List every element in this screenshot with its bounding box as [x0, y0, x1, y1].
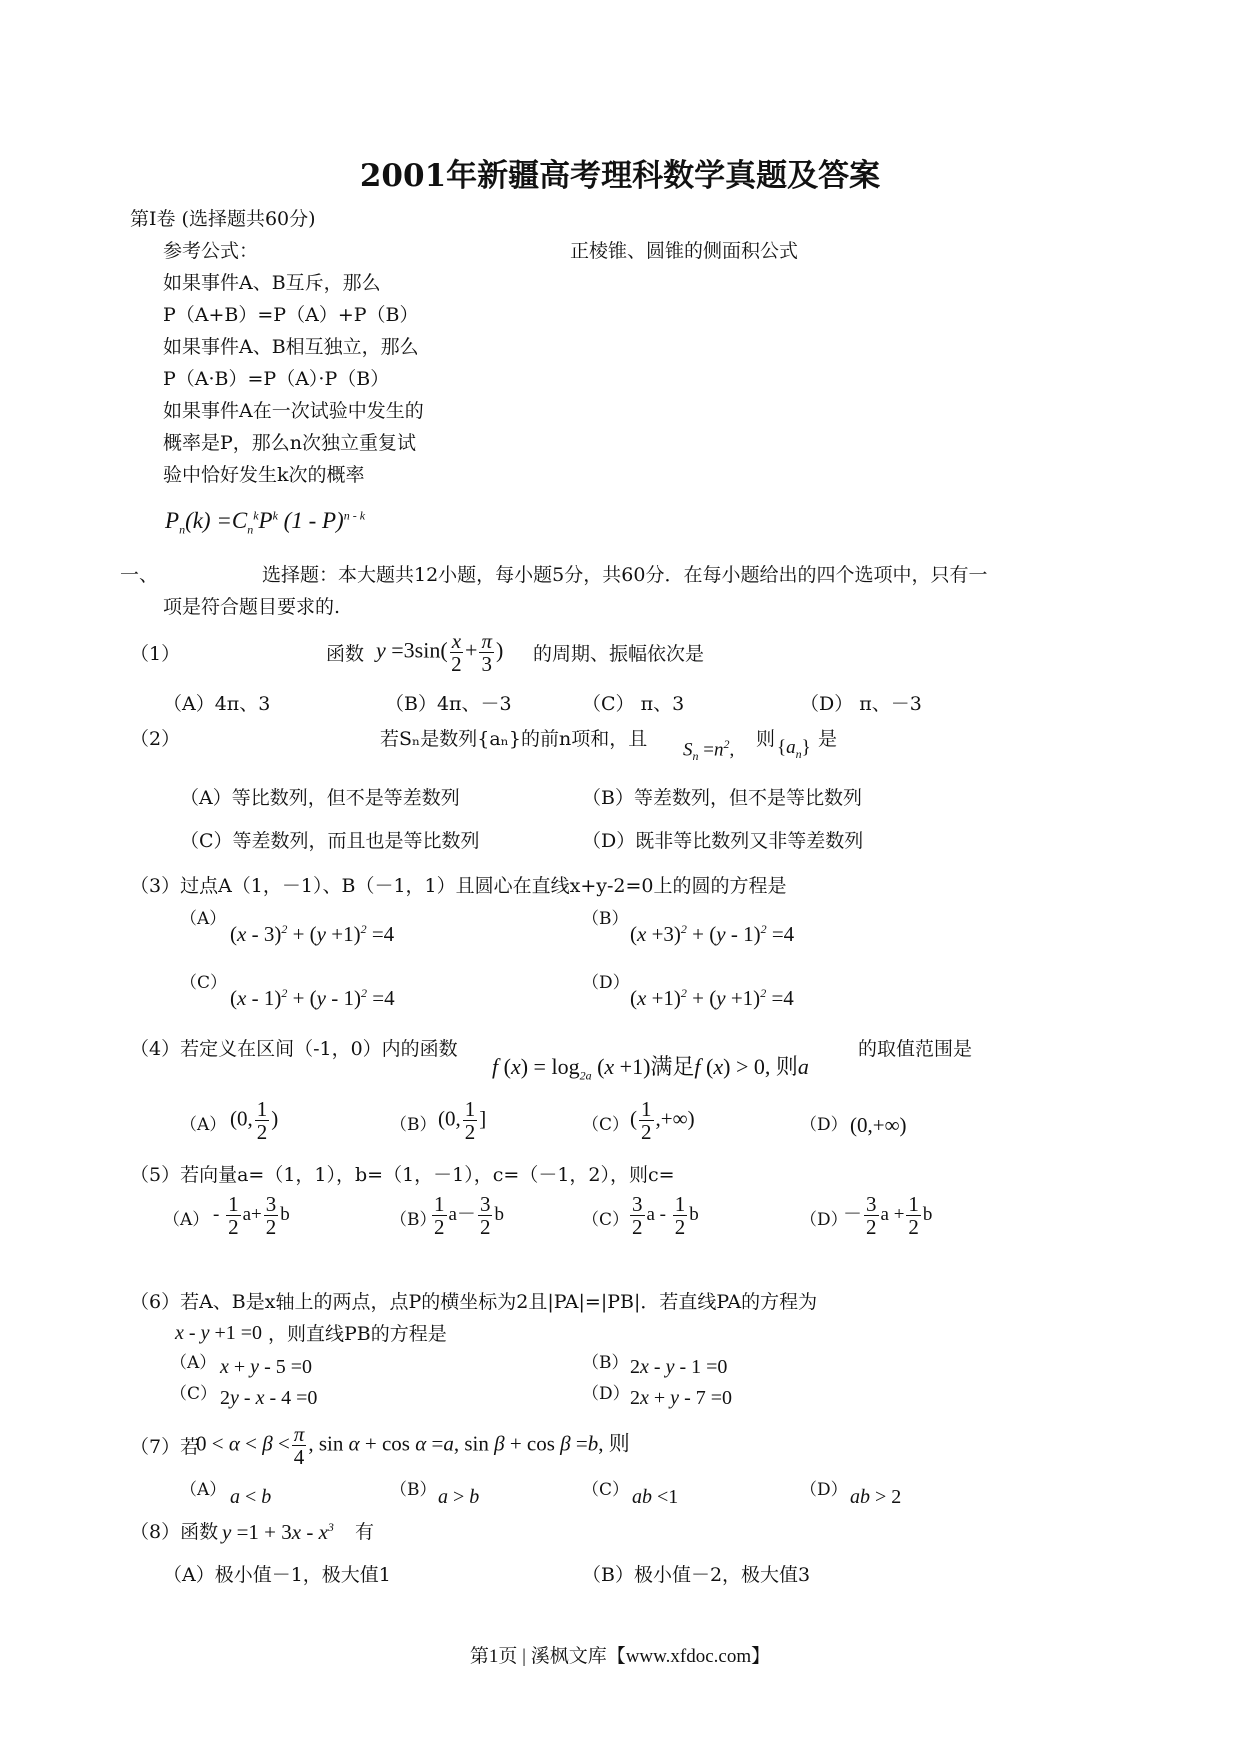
- q2-option-c: （C）等差数列，而且也是等比数列: [180, 830, 480, 852]
- q7-label-a: （A）: [180, 1480, 227, 1500]
- q5-option-d: － $\frac{3}{2}$ a + $\frac{1}{2}$ b: [843, 1192, 933, 1239]
- q7-option-c: ab <1: [632, 1486, 679, 1508]
- q2-post: 是: [818, 728, 838, 750]
- q7-label-b: （B）: [390, 1480, 437, 1500]
- q1-option-b: （B）4π、－3: [385, 693, 512, 715]
- q3-label-b: （B）: [582, 909, 629, 929]
- q3-option-d: $(x +1)^2 + (y +1)^2 =4$: [630, 986, 794, 1010]
- formula-line: 验中恰好发生k次的概率: [163, 464, 365, 486]
- q7-label-d: （D）: [800, 1480, 848, 1500]
- binomial-formula: $P_n(k) =C_n^kP^k$ (1 - P)$^{n - k}$: [165, 508, 366, 537]
- q8-pre: （8）函数: [130, 1521, 219, 1543]
- formula-label: 参考公式：: [163, 240, 259, 262]
- q3-option-a: $(x - 3)^2 + (y +1)^2 =4$: [230, 922, 395, 946]
- q4-post: 的取值范围是: [858, 1038, 973, 1060]
- q8-post: 有: [355, 1521, 375, 1543]
- q5-label-a: （A）: [163, 1210, 210, 1230]
- q2-option-d: （D）既非等比数列又非等差数列: [582, 830, 864, 852]
- q3-label-d: （D）: [582, 973, 630, 993]
- q6-label-d: （D）: [582, 1384, 630, 1404]
- q6-option-b: 2x - y - 1 =0: [630, 1356, 728, 1378]
- section-label: 第Ⅰ卷 (选择题共60分): [130, 208, 316, 230]
- q7-option-b: a > b: [438, 1486, 480, 1508]
- q4-formula: f $(x) = \log_{2a} (x +1)$满足f (x) > 0, 则a: [492, 1054, 809, 1083]
- q4-label-d: （D）: [800, 1115, 848, 1135]
- q5-option-c: $\frac{3}{2}$ a - $\frac{1}{2}$ b: [632, 1192, 699, 1239]
- q6-option-c: 2y - x - 4 =0: [220, 1387, 318, 1409]
- q5-label-c: （C）: [582, 1210, 630, 1230]
- q8-formula: $y =1 + 3x - x^3$: [222, 1520, 334, 1544]
- q2-formula: $S_n =n^2$,: [683, 737, 735, 764]
- q6-option-d: 2x + y - 7 =0: [630, 1387, 733, 1409]
- q1-pre: 函数: [326, 643, 365, 665]
- formula-line: P（A·B）=P（A）·P（B）: [163, 368, 390, 390]
- q8-option-b: （B）极小值－2，极大值3: [582, 1564, 811, 1586]
- q2-pre: 若Sₙ是数列{aₙ}的前n项和，且: [380, 728, 648, 750]
- q5-option-a: - $\frac{1}{2}$ a+ $\frac{3}{2}$ b: [213, 1192, 290, 1239]
- q1-option-a: （A）4π、3: [163, 693, 271, 715]
- q5-option-b: $\frac{1}{2}$ a－ $\frac{3}{2}$ b: [434, 1192, 504, 1239]
- q7-option-a: a < b: [230, 1486, 272, 1508]
- q6-line2: ，则直线PB的方程是: [268, 1323, 447, 1345]
- q3-option-c: (x - 1)$^2$ + (y - 1)$^2$ =4: [230, 986, 395, 1010]
- formula-line: 如果事件A、B相互独立，那么: [163, 336, 419, 358]
- q1-option-c: （C） π、3: [582, 693, 685, 715]
- q4-label-b: （B）: [390, 1115, 437, 1135]
- q6-label-b: （B）: [582, 1353, 629, 1373]
- q2-number: （2）: [130, 728, 181, 750]
- q4-option-a: (0, $\frac{1}{2}$ ): [230, 1097, 279, 1144]
- q1-option-d: （D） π、－3: [800, 693, 922, 715]
- q6-pa-equation: x - y +1 =0: [175, 1322, 263, 1344]
- q4-pre: （4）若定义在区间（-1，0）内的函数: [130, 1038, 458, 1060]
- q6-label-a: （A）: [170, 1353, 217, 1373]
- formula-line: 如果事件A、B互斥，那么: [163, 272, 381, 294]
- section-instructions-cont: 项是符合题目要求的.: [163, 596, 341, 618]
- right-formula-label: 正棱锥、圆锥的侧面积公式: [570, 240, 799, 262]
- q3-option-b: $(x +3)^2 + (y - 1)^2 =4$: [630, 922, 795, 946]
- section-number: 一、: [120, 564, 159, 586]
- q4-label-c: （C）: [582, 1115, 630, 1135]
- q3-label-a: （A）: [180, 909, 227, 929]
- q6-label-c: （C）: [170, 1384, 218, 1404]
- section-instructions: 选择题：本大题共12小题，每小题5分，共60分．在每小题给出的四个选项中，只有一: [262, 564, 988, 586]
- q2-option-a: （A）等比数列，但不是等差数列: [180, 787, 460, 809]
- q1-formula: y =3sin( $\frac{x}{2}$ + $\frac{\pi}{3}$ ): [376, 629, 504, 676]
- q6-option-a: x + y - 5 =0: [220, 1356, 313, 1378]
- q5-text: （5）若向量a=（1，1），b=（1，－1），c=（－1，2），则c=: [130, 1164, 675, 1186]
- q3-label-c: （C）: [180, 973, 228, 993]
- formula-line: 概率是P，那么n次独立重复试: [163, 432, 417, 454]
- q5-label-d: （D）: [800, 1210, 848, 1230]
- q1-post: 的周期、振幅依次是: [533, 643, 705, 665]
- q4-label-a: （A）: [180, 1115, 227, 1135]
- q4-option-b: (0, $\frac{1}{2}$ ]: [438, 1097, 487, 1144]
- q2-seq: $\{a_n\}$: [777, 737, 811, 761]
- q2-mid: 则: [756, 728, 776, 750]
- document-title: 2001年新疆高考理科数学真题及答案: [359, 158, 881, 194]
- q3-text: （3）过点A（1，－1）、B（－1，1）且圆心在直线x+y-2=0上的圆的方程是: [130, 875, 787, 897]
- q1-number: （1）: [130, 643, 181, 665]
- page-footer: 第1页 | 溪枫文库【www.xfdoc.com】: [469, 1646, 771, 1667]
- formula-line: 如果事件A在一次试验中发生的: [163, 400, 424, 422]
- q4-option-d: (0,+∞): [850, 1113, 907, 1137]
- q6-line1: （6）若A、B是x轴上的两点，点P的横坐标为2且|PA|=|PB|．若直线PA的方程为: [130, 1291, 818, 1313]
- formula-line: P（A+B）=P（A）+P（B）: [163, 304, 419, 326]
- q7-label-c: （C）: [582, 1480, 630, 1500]
- q4-option-c: ( $\frac{1}{2}$ ,+∞): [630, 1097, 695, 1144]
- q7-option-d: ab > 2: [850, 1486, 902, 1508]
- q7-pre: （7）若: [130, 1436, 200, 1458]
- q7-formula: 0 < α < β < $\frac{\pi}{4}$ , sin α + cos α =a, sin β + cos β =b, 则: [196, 1422, 630, 1469]
- q5-label-b: （B）: [390, 1210, 437, 1230]
- q2-option-b: （B）等差数列，但不是等比数列: [582, 787, 862, 809]
- q8-option-a: （A）极小值－1，极大值1: [163, 1564, 391, 1586]
